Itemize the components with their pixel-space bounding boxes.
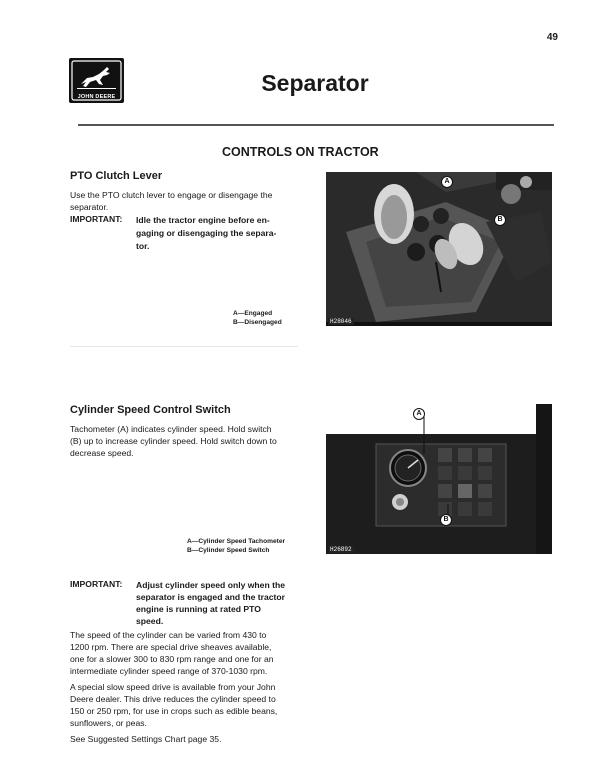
pto-important-label: IMPORTANT: [70,214,123,224]
pto-heading: PTO Clutch Lever [70,170,163,182]
important2-line-1: Adjust cylinder speed only when the [136,580,285,590]
pto-callout-a: A [441,176,453,188]
logo-text: JOHN DEERE [77,94,116,100]
pto-photo-code: H28046 [330,318,352,325]
important2-label: IMPORTANT: [70,579,123,589]
section-divider [70,346,298,347]
page-number: 49 [546,32,558,43]
cylinder-heading: Cylinder Speed Control Switch [70,404,231,416]
cylinder-caption-a: A—Cylinder Speed Tachometer [187,538,286,545]
paragraph-1-line-3: one for a slower 300 to 830 rpm range and one for an [70,654,274,664]
pto-important-line-2: gaging or disengaging the separa- [136,228,277,238]
pto-caption-b: B—Disengaged [233,319,282,326]
paragraph-1-line-4: intermediate cylinder speed range of 370-1030 rpm. [70,666,268,676]
pto-callout-b: B [494,214,506,226]
paragraph-2-line-4: sunflowers, or peas. [70,718,147,728]
cylinder-callout-b: B [440,514,452,526]
cylinder-callout-a: A [413,408,425,420]
paragraph-1-line-1: The speed of the cylinder can be varied from 430 to [70,630,267,640]
cylinder-caption-b: B—Cylinder Speed Switch [187,547,270,554]
cylinder-body-line-3: decrease speed. [70,448,134,458]
pto-lever-photo [326,172,552,326]
paragraph-1-line-2: 1200 rpm. There are special drive sheaves available, [70,642,272,652]
important2-line-2: separator is engaged and the tractor [136,592,285,602]
cylinder-body-line-2: (B) up to increase cylinder speed. Hold switch down to [70,436,277,446]
pto-important-line-1: Idle the tractor engine before en- [136,215,270,225]
section-heading: CONTROLS ON TRACTOR [222,145,379,159]
cylinder-body-line-1: Tachometer (A) indicates cylinder speed. Hold switch [70,424,272,434]
pto-important-line-3: tor. [136,241,150,251]
header-divider [78,124,554,126]
paragraph-2-line-2: Deere dealer. This drive reduces the cylinder speed to [70,694,276,704]
important2-line-3: engine is running at rated PTO [136,604,261,614]
important2-line-4: speed. [136,616,164,626]
cylinder-switch-photo [326,404,552,554]
paragraph-2-line-3: 150 or 250 rpm, for use in crops such as edible beans, [70,706,278,716]
page-title: Separator [261,70,369,96]
paragraph-3: See Suggested Settings Chart page 35. [70,734,222,744]
paragraph-2-line-1: A special slow speed drive is available from your John [70,682,276,692]
pto-caption-a: A—Engaged [233,310,273,317]
pto-body: Use the PTO clutch lever to engage or disengage the separator. [70,190,273,213]
cylinder-photo-code: H26892 [330,546,352,553]
